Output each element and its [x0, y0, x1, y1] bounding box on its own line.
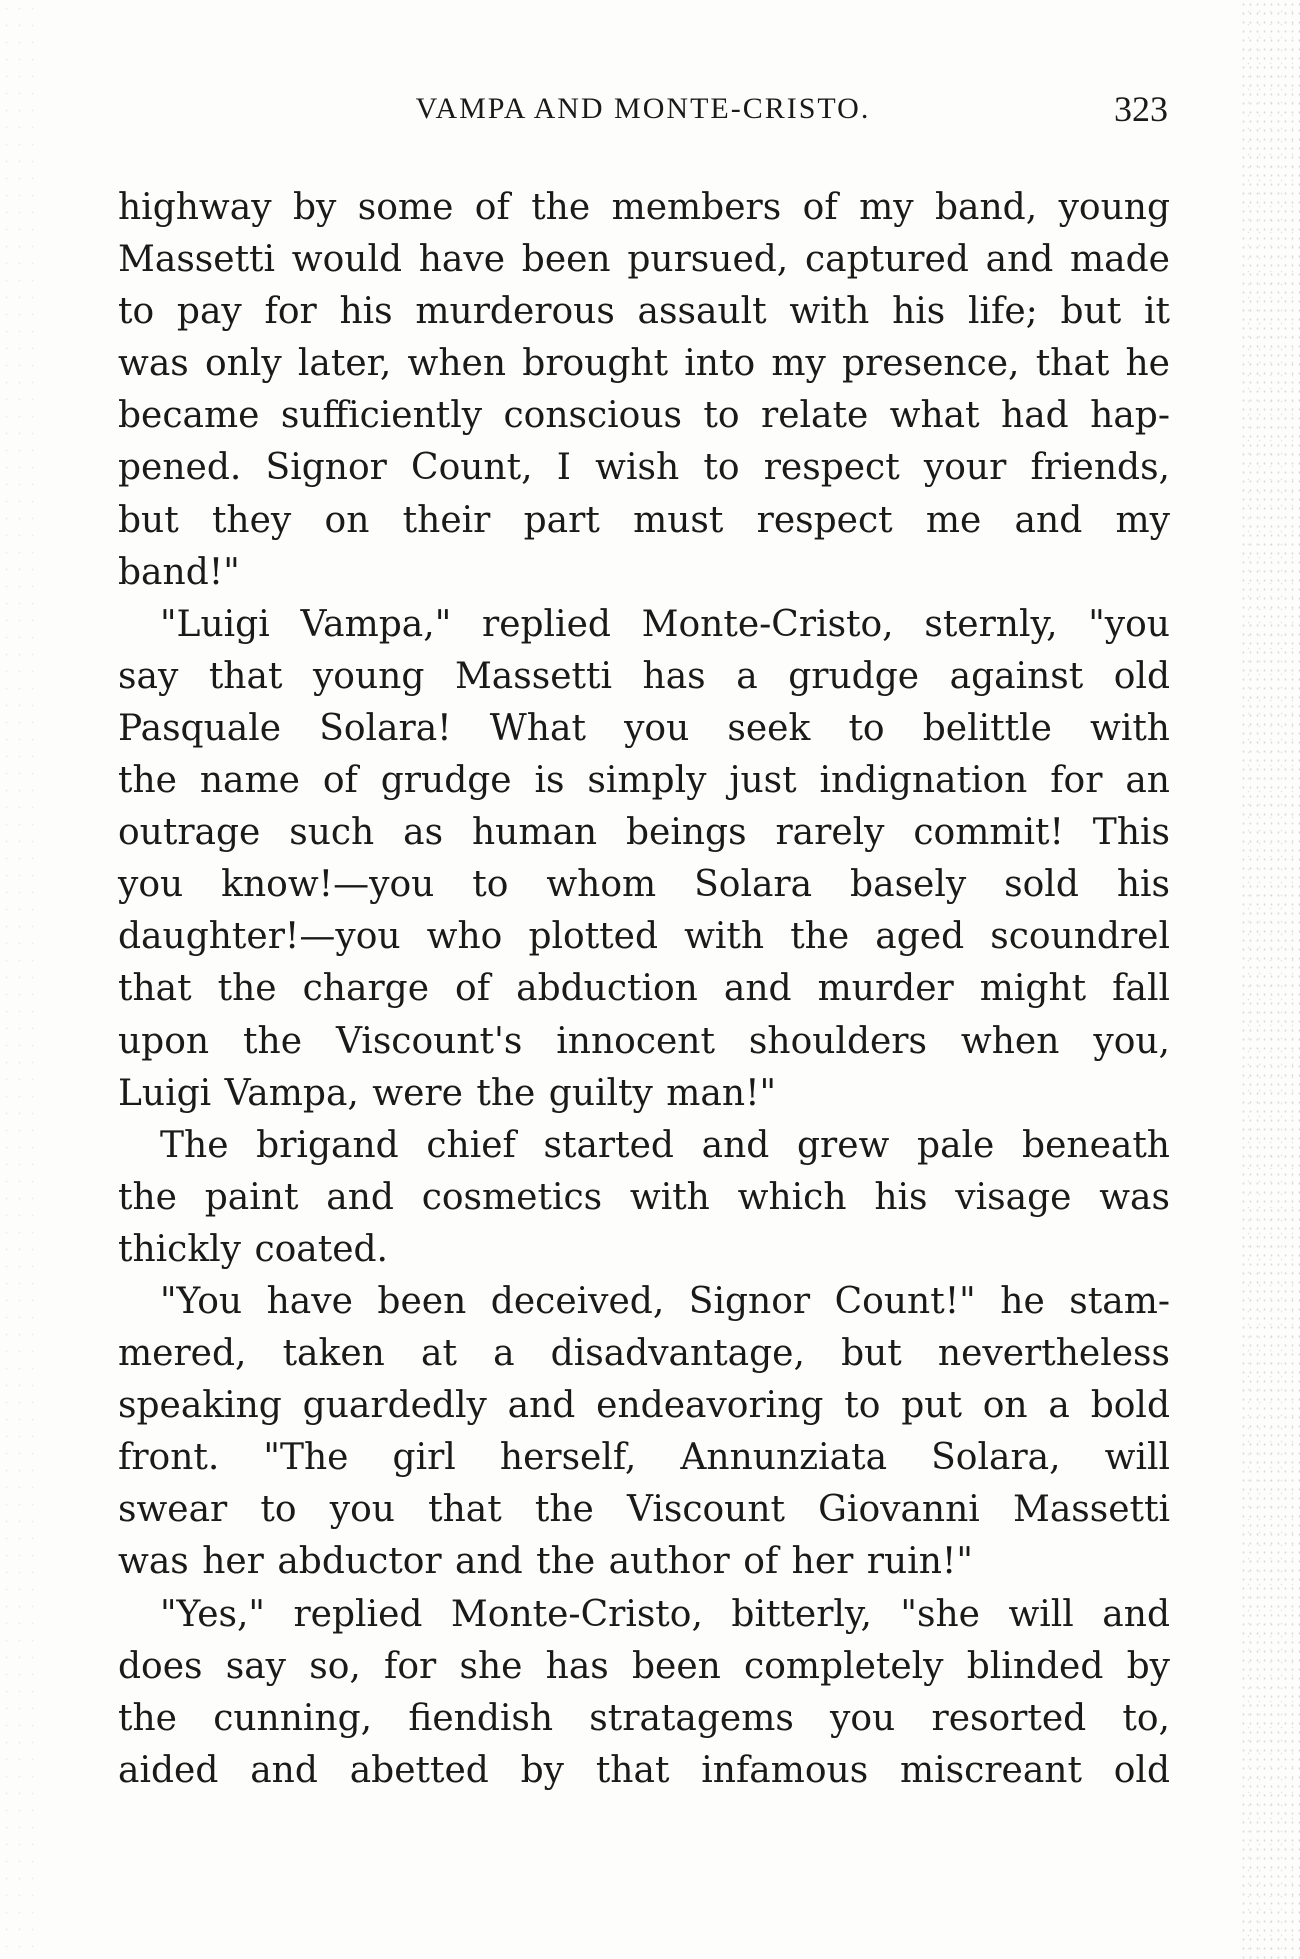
text-line: mered, taken at a disadvantage, but nevertheless — [118, 1333, 1170, 1375]
text-line: the name of grudge is simply just indignation for an — [118, 760, 1170, 802]
text-line: "You have been deceived, Signor Count!" he stam- — [160, 1280, 1170, 1322]
text-line: became sufficiently conscious to relate what had hap- — [118, 395, 1170, 437]
text-line: Pasquale Solara! What you seek to belittle with — [118, 707, 1170, 749]
text-line: was her abductor and the author of her ruin!" — [118, 1541, 973, 1583]
text-line: daughter!—you who plotted with the aged scoundrel — [118, 916, 1170, 958]
text-line: upon the Viscount's innocent shoulders when you, — [118, 1020, 1170, 1062]
text-line: the cunning, fiendish stratagems you resorted to, — [118, 1697, 1170, 1739]
text-line: does say so, for she has been completely blinded by — [118, 1645, 1170, 1687]
text-line: swear to you that the Viscount Giovanni Massetti — [118, 1489, 1170, 1531]
running-head — [118, 78, 1168, 128]
text-line: "Luigi Vampa," replied Monte-Cristo, sternly, "you — [160, 603, 1170, 645]
text-line: speaking guardedly and endeavoring to put on a bold — [118, 1385, 1170, 1427]
text-line: outrage such as human beings rarely commit! This — [118, 812, 1170, 854]
text-line: "Yes," replied Monte-Cristo, bitterly, "she will and — [160, 1593, 1170, 1635]
body-text — [118, 182, 1170, 1797]
text-line: highway by some of the members of my band, young — [118, 187, 1170, 228]
text-line: thickly coated. — [118, 1228, 388, 1270]
page-edge-speckle-left — [0, 0, 40, 1959]
text-line: Massetti would have been pursued, captured and made — [118, 239, 1170, 281]
text-line: was only later, when brought into my presence, that he — [118, 343, 1170, 385]
text-line: aided and abetted by that infamous miscreant old — [118, 1749, 1170, 1791]
text-line: but they on their part must respect me and my — [118, 499, 1170, 541]
text-line: say that young Massetti has a grudge against old — [118, 655, 1170, 697]
text-line: to pay for his murderous assault with his life; but it — [118, 291, 1170, 333]
text-line: pened. Signor Count, I wish to respect your friends, — [118, 447, 1170, 489]
text-line: front. "The girl herself, Annunziata Solara, will — [118, 1437, 1170, 1479]
text-line: that the charge of abduction and murder might fall — [118, 968, 1170, 1010]
text-line: you know!—you to whom Solara basely sold his — [118, 864, 1170, 906]
page-number: 323 — [1114, 89, 1168, 129]
text-line: Luigi Vampa, were the guilty man!" — [118, 1072, 777, 1114]
text-line: The brigand chief started and grew pale beneath — [160, 1124, 1170, 1166]
text-line: band!" — [118, 551, 240, 593]
running-head-title: VAMPA AND MONTE-CRISTO. — [415, 92, 871, 125]
page-edge-speckle-right — [1240, 0, 1300, 1959]
text-line: the paint and cosmetics with which his visage was — [118, 1176, 1170, 1218]
